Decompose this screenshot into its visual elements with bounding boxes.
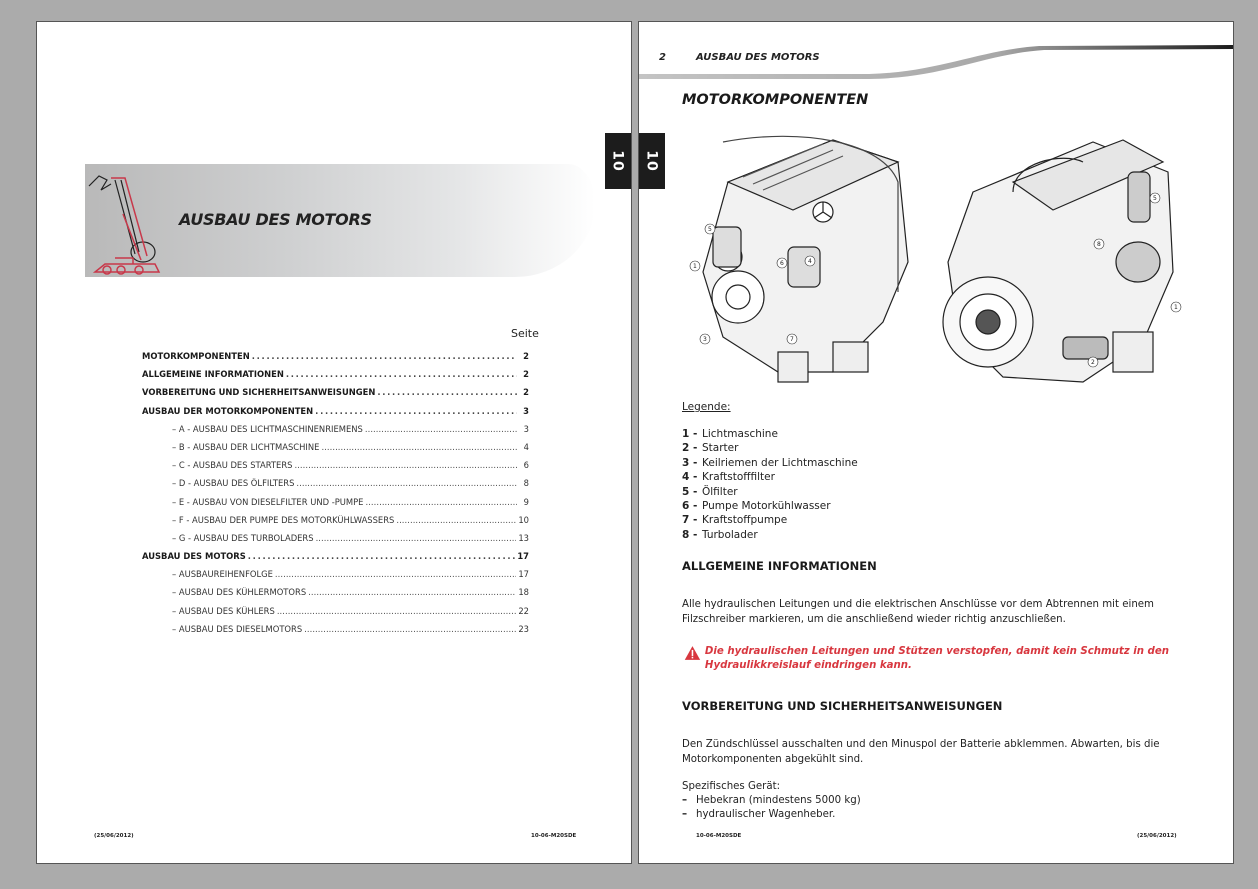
legend-list (682, 428, 858, 543)
svg-text:5: 5 (1153, 195, 1157, 202)
table-of-contents (142, 351, 529, 642)
chapter-tab: 10 (639, 133, 665, 189)
equipment-item: – hydraulischer Wagenheber. (682, 808, 1212, 822)
toc-subentry[interactable]: – G - AUSBAU DES TURBOLADERS . . . 13 (142, 533, 529, 551)
svg-text:1: 1 (1174, 304, 1178, 311)
equipment-title: Spezifisches Gerät: (682, 781, 780, 792)
legend-item: 5 - Ölfilter (682, 485, 738, 498)
toc-entry[interactable]: MOTORKOMPONENTEN . . . 2 (142, 351, 529, 369)
legend-item: 4 - Kraftstofffilter (682, 471, 775, 484)
left-page (36, 21, 632, 864)
toc-subentry[interactable]: – AUSBAUREIHENFOLGE . . . 17 (142, 569, 529, 587)
toc-subentry[interactable]: – B - AUSBAU DER LICHTMASCHINE . . . 4 (142, 442, 529, 460)
section-title: MOTORKOMPONENTEN (682, 92, 869, 108)
svg-text:1: 1 (693, 263, 697, 270)
svg-text:2: 2 (1091, 359, 1095, 366)
footer-doc-code: 10-06-M20SDE (531, 833, 577, 839)
legend-item: 8 - Turbolader (682, 528, 758, 541)
toc-subentry[interactable]: – AUSBAU DES DIESELMOTORS . . . 23 (142, 624, 529, 642)
warning-box (684, 645, 1224, 673)
toc-subentry[interactable]: – E - AUSBAU VON DIESELFILTER UND -PUMPE . . . 9 (142, 497, 529, 515)
svg-text:8: 8 (1097, 241, 1101, 248)
toc-entry[interactable]: AUSBAU DES MOTORS . . . 17 (142, 551, 529, 569)
legend-item: 3 - Keilriemen der Lichtmaschine (682, 456, 858, 469)
svg-text:4: 4 (808, 258, 812, 265)
legend-title: Legende: (682, 401, 731, 413)
footer-date: (25/06/2012) (1137, 833, 1177, 839)
svg-text:6: 6 (780, 260, 784, 267)
engine-components-figure (683, 122, 1203, 392)
footer-doc-code: 10-06-M20SDE (696, 833, 742, 839)
equipment-item: – Hebekran (mindestens 5000 kg) (682, 794, 1212, 808)
warning-text: Die hydraulischen Leitungen und Stützen verstopfen, damit kein Schmutz in den Hydraulikkreislauf eindringen kann. (704, 646, 1169, 671)
telehandler-logo-icon (85, 164, 175, 277)
toc-entry[interactable]: VORBEREITUNG UND SICHERHEITSANWEISUNGEN . . . 2 (142, 387, 529, 405)
toc-subentry[interactable]: – F - AUSBAU DER PUMPE DES MOTORKÜHLWASSERS . . . 10 (142, 515, 529, 533)
svg-text:3: 3 (703, 336, 707, 343)
legend-item: 1 - Lichtmaschine (682, 428, 778, 440)
legend-item: 6 - Pumpe Motorkühlwasser (682, 499, 831, 512)
toc-page-header: Seite (511, 327, 539, 340)
svg-text:7: 7 (790, 336, 794, 343)
preparation-text: Den Zündschlüssel ausschalten und den Minuspol der Batterie abklemmen. Abwarten, bis die Motorkomponenten abgekühlt sind. (682, 739, 1160, 765)
toc-subentry[interactable]: – AUSBAU DES KÜHLERS . . . 22 (142, 606, 529, 624)
chapter-banner (85, 164, 595, 277)
toc-subentry[interactable]: – AUSBAU DES KÜHLERMOTORS . . . 18 (142, 587, 529, 605)
header-page-number: 2 (659, 52, 666, 63)
toc-subentry[interactable]: – C - AUSBAU DES STARTERS . . . 6 (142, 460, 529, 478)
chapter-title: AUSBAU DES MOTORS (179, 210, 372, 229)
toc-entry[interactable]: ALLGEMEINE INFORMATIONEN . . . 2 (142, 369, 529, 387)
chapter-tab: 10 (605, 133, 631, 189)
general-info-heading: ALLGEMEINE INFORMATIONEN (682, 559, 877, 573)
general-info-text: Alle hydraulischen Leitungen und die elektrischen Anschlüsse vor dem Abtrennen mit einem Filzschreiber markieren, um die anschließend wieder richtig anzuschließen. (682, 599, 1154, 625)
preparation-heading: VORBEREITUNG UND SICHERHEITSANWEISUNGEN (682, 699, 1003, 713)
equipment-block (682, 780, 1212, 822)
footer-date: (25/06/2012) (94, 833, 134, 839)
right-page (638, 21, 1234, 864)
svg-text:5: 5 (708, 226, 712, 233)
toc-entry[interactable]: AUSBAU DER MOTORKOMPONENTEN . . . 3 (142, 406, 529, 424)
legend-item: 2 - Starter (682, 442, 739, 455)
header-chapter-title: AUSBAU DES MOTORS (696, 52, 820, 63)
toc-subentry[interactable]: – A - AUSBAU DES LICHTMASCHINENRIEMENS . . . 3 (142, 424, 529, 442)
equipment-list (682, 794, 1212, 822)
legend-item: 7 - Kraftstoffpumpe (682, 514, 788, 527)
warning-triangle-icon (684, 643, 701, 663)
toc-subentry[interactable]: – D - AUSBAU DES ÖLFILTERS . . . 8 (142, 478, 529, 496)
